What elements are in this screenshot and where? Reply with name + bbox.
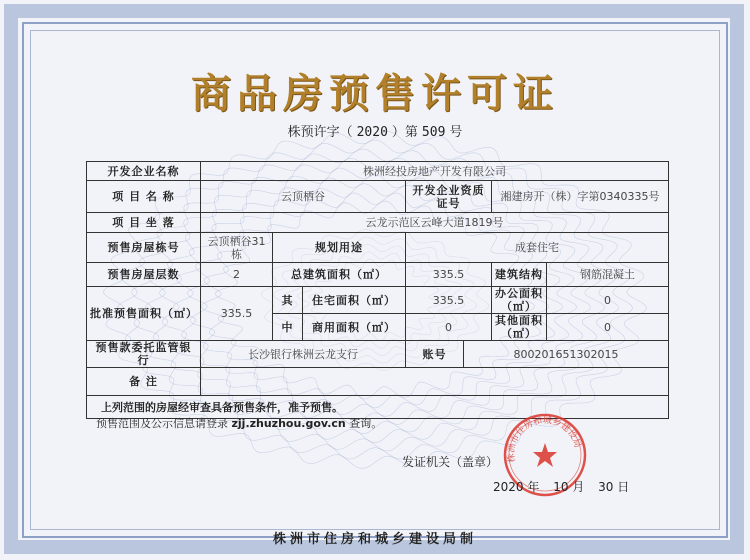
commercial-value: 0 bbox=[406, 314, 492, 341]
table-row bbox=[87, 162, 669, 181]
residential-label: 住宅面积（㎡） bbox=[303, 287, 406, 314]
scope-url[interactable]: zjj.zhuzhou.gov.cn bbox=[231, 417, 346, 430]
floors-label: 预售房屋层数 bbox=[87, 263, 201, 287]
license-prefix: 株预许字（ bbox=[287, 125, 353, 140]
office-value: 0 bbox=[547, 287, 669, 314]
total-area-value: 335.5 bbox=[406, 263, 492, 287]
building-label: 预售房屋栋号 bbox=[87, 233, 201, 263]
structure-label: 建筑结构 bbox=[492, 263, 547, 287]
table-row bbox=[87, 263, 669, 287]
residential-value: 335.5 bbox=[406, 287, 492, 314]
office-label: 办公面积（㎡） bbox=[492, 287, 547, 314]
issuing-bureau: 株洲市住房和城乡建设局制 bbox=[272, 532, 477, 547]
date-month: 10 bbox=[553, 480, 569, 494]
date-month-unit: 月 bbox=[572, 480, 585, 494]
remarks-label: 备 注 bbox=[87, 368, 201, 396]
table-row bbox=[87, 341, 669, 368]
seal-text: 株洲市住房和城乡建设局 bbox=[506, 415, 583, 463]
developer-value: 株洲经投房地产开发有限公司 bbox=[201, 162, 669, 181]
table-row bbox=[87, 181, 669, 213]
planned-use-value: 成套住宅 bbox=[406, 233, 669, 263]
of-which-1: 其 bbox=[273, 287, 303, 314]
other-value: 0 bbox=[547, 314, 669, 341]
table-row bbox=[87, 233, 669, 263]
license-year: 2020 bbox=[356, 125, 388, 140]
developer-label: 开发企业名称 bbox=[87, 162, 201, 181]
bank-value: 长沙银行株洲云龙支行 bbox=[201, 341, 406, 368]
license-serial: 509 bbox=[421, 125, 446, 140]
scope-text: 预售范围及公示信息请登录 bbox=[96, 417, 228, 430]
license-suffix: 号 bbox=[449, 125, 463, 140]
date-year-unit: 年 bbox=[527, 480, 540, 494]
account-label: 账号 bbox=[406, 341, 464, 368]
project-name-label: 项 目 名 称 bbox=[87, 181, 201, 213]
account-value: 800201651302015 bbox=[464, 341, 669, 368]
location-label: 项 目 坐 落 bbox=[87, 213, 201, 233]
remarks-value bbox=[201, 368, 669, 396]
date-day-unit: 日 bbox=[617, 480, 630, 494]
date-year: 2020 bbox=[493, 480, 524, 494]
table-row bbox=[87, 287, 669, 314]
building-value: 云顶栖谷31栋 bbox=[201, 233, 273, 263]
info-table bbox=[86, 161, 669, 419]
bank-label: 预售款委托监管银行 bbox=[87, 341, 201, 368]
planned-use-label: 规划用途 bbox=[273, 233, 406, 263]
project-name-value: 云顶栖谷 bbox=[201, 181, 406, 213]
table-row bbox=[87, 368, 669, 396]
table-row bbox=[87, 213, 669, 233]
approved-area-value: 335.5 bbox=[201, 287, 273, 341]
license-middle: ）第 bbox=[391, 125, 418, 140]
qualification-value: 湘建房开（株）字第0340335号 bbox=[492, 181, 669, 213]
commercial-label: 商用面积（㎡） bbox=[303, 314, 406, 341]
license-number bbox=[0, 121, 750, 140]
scope-after: 查询。 bbox=[349, 417, 383, 430]
certificate-title: 商品房预售许可证 bbox=[191, 70, 559, 117]
total-area-label: 总建筑面积（㎡） bbox=[273, 263, 406, 287]
issuer: 发证机关（盖章） bbox=[402, 455, 499, 469]
approved-area-label: 批准预售面积（㎡） bbox=[87, 287, 201, 341]
other-label: 其他面积（㎡） bbox=[492, 314, 547, 341]
date-day: 30 bbox=[598, 480, 614, 494]
issue-date bbox=[493, 478, 629, 495]
qualification-label: 开发企业资质证号 bbox=[406, 181, 492, 213]
floors-value: 2 bbox=[201, 263, 273, 287]
location-value: 云龙示范区云峰大道1819号 bbox=[201, 213, 669, 233]
scope-note bbox=[96, 415, 382, 431]
structure-value: 钢筋混凝土 bbox=[547, 263, 669, 287]
of-which-2: 中 bbox=[273, 314, 303, 341]
approval-statement: 上列范围的房屋经审查具备预售条件，准予预售。 bbox=[87, 396, 669, 419]
